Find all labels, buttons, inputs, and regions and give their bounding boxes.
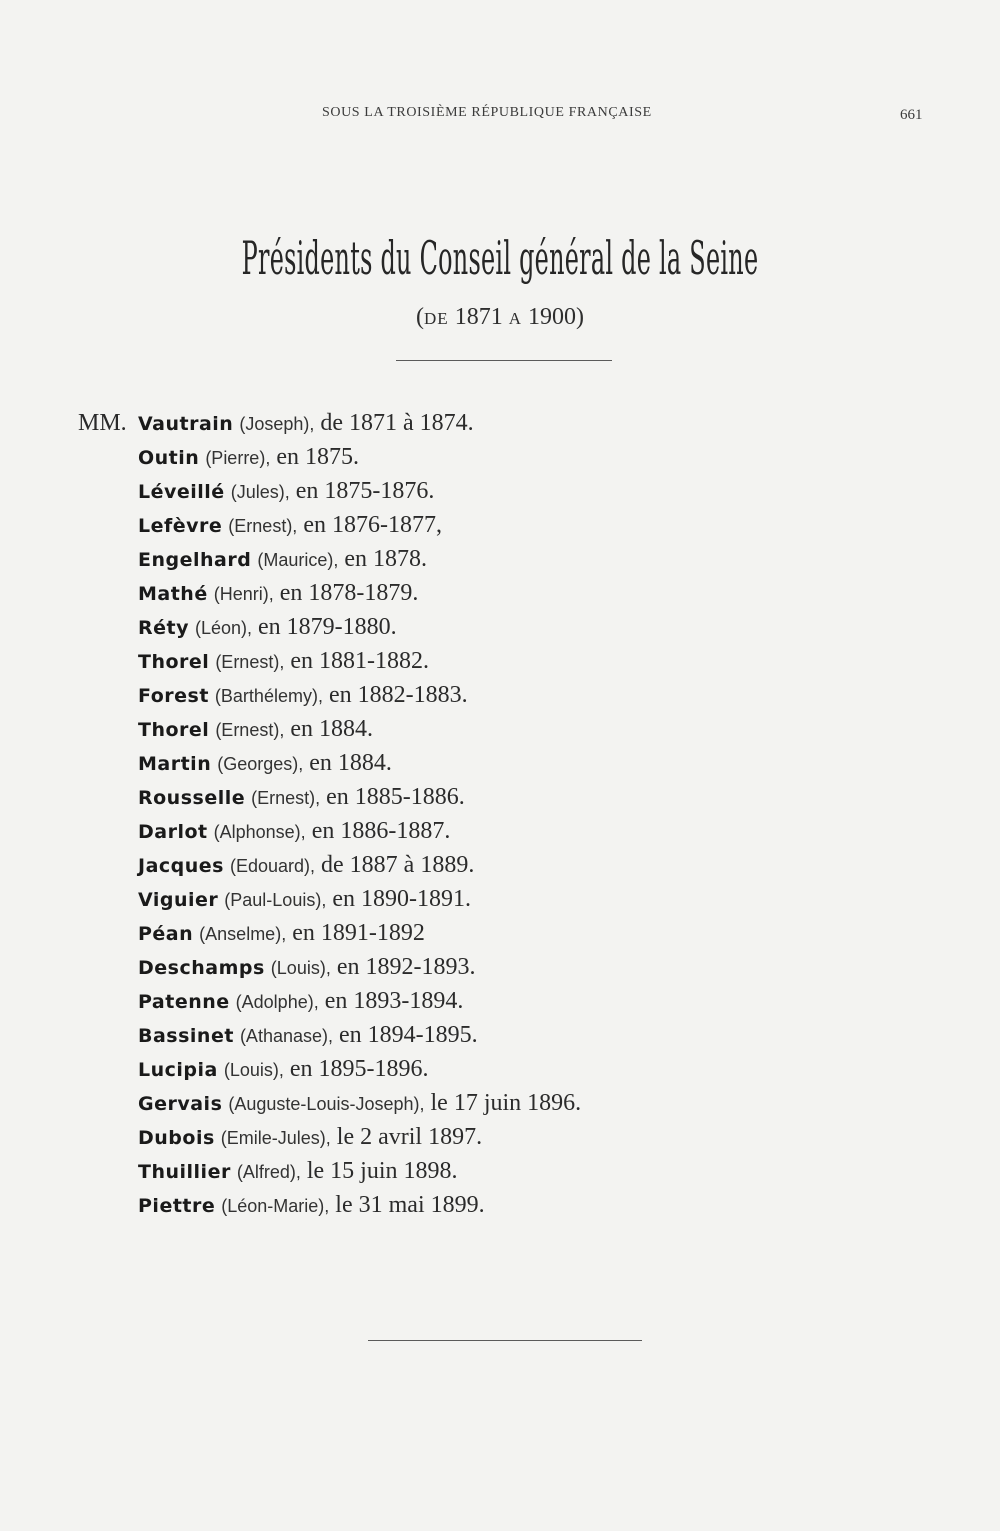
president-given-name: (Ernest), — [215, 720, 285, 740]
president-surname: Darlot — [138, 821, 208, 843]
bottom-divider — [368, 1340, 642, 1341]
term-dates: en 1885-1886. — [326, 784, 465, 810]
term-dates: de 1871 à 1874. — [320, 410, 474, 436]
president-given-name: (Maurice), — [257, 550, 339, 570]
term-dates: en 1879-1880. — [258, 614, 397, 640]
president-given-name: (Louis), — [270, 958, 331, 978]
subtitle-start-year: 1871 — [454, 304, 503, 330]
list-item — [138, 916, 581, 950]
president-surname: Lefèvre — [138, 515, 223, 537]
president-given-name: (Anselme), — [199, 924, 287, 944]
list-item — [138, 542, 581, 576]
president-surname: Vautrain — [138, 413, 234, 435]
list-item — [138, 712, 581, 746]
president-given-name: (Alphonse), — [213, 822, 306, 842]
term-dates: en 1875-1876. — [295, 478, 435, 504]
list-item — [138, 1086, 581, 1120]
term-dates: en 1894-1895. — [339, 1022, 478, 1048]
list-item — [138, 610, 581, 644]
list-item — [138, 780, 581, 814]
president-surname: Outin — [138, 447, 200, 469]
list-item — [138, 678, 581, 712]
term-dates: en 1884. — [309, 750, 392, 776]
term-dates: en 1878-1879. — [279, 580, 419, 606]
president-given-name: (Adolphe), — [235, 992, 319, 1012]
president-given-name: (Ernest), — [251, 788, 321, 808]
president-given-name: (Edouard), — [229, 856, 316, 876]
term-dates: le 17 juin 1896. — [430, 1090, 582, 1116]
president-given-name: (Georges), — [217, 754, 304, 774]
subtitle-de: DE — [424, 309, 449, 328]
subtitle-open-paren: ( — [416, 304, 425, 330]
president-given-name: (Léon), — [194, 618, 253, 638]
president-surname: Deschamps — [138, 957, 265, 979]
president-surname: Engelhard — [138, 549, 252, 571]
president-given-name: (Léon-Marie), — [221, 1196, 330, 1216]
term-dates: en 1884. — [290, 716, 373, 742]
president-surname: Péan — [138, 923, 194, 945]
term-dates: en 1878. — [344, 546, 427, 572]
term-dates: en 1886-1887. — [311, 818, 451, 844]
president-surname: Thorel — [138, 651, 210, 673]
term-dates: en 1892-1893. — [336, 954, 476, 980]
president-given-name: (Athanase), — [239, 1026, 333, 1046]
term-dates: de 1887 à 1889. — [321, 852, 475, 878]
term-dates: le 15 juin 1898. — [306, 1158, 458, 1184]
president-surname: Martin — [138, 753, 212, 775]
president-given-name: (Paul-Louis), — [224, 890, 327, 910]
term-dates: le 2 avril 1897. — [336, 1124, 483, 1150]
president-given-name: (Ernest), — [228, 516, 298, 536]
president-given-name: (Barthélemy), — [214, 686, 323, 706]
president-surname: Dubois — [138, 1127, 215, 1149]
term-dates: en 1876-1877, — [303, 512, 442, 538]
list-item — [138, 1052, 581, 1086]
list-item — [138, 882, 581, 916]
president-surname: Jacques — [138, 855, 224, 877]
list-item — [138, 1154, 581, 1188]
page-subtitle — [0, 304, 1000, 331]
president-surname: Rousselle — [138, 787, 246, 809]
president-given-name: (Ernest), — [215, 652, 285, 672]
term-dates: en 1895-1896. — [289, 1056, 429, 1082]
list-item — [138, 644, 581, 678]
top-divider — [396, 360, 612, 361]
list-item — [138, 1120, 581, 1154]
term-dates: en 1890-1891. — [332, 886, 471, 912]
president-given-name: (Louis), — [223, 1060, 284, 1080]
term-dates: en 1893-1894. — [324, 988, 464, 1014]
list-prefix: MM. — [78, 410, 127, 436]
list-item — [138, 984, 581, 1018]
list-item — [138, 814, 581, 848]
term-dates: le 31 mai 1899. — [335, 1192, 485, 1218]
president-given-name: (Joseph), — [239, 414, 315, 434]
president-given-name: (Jules), — [230, 482, 290, 502]
president-surname: Thorel — [138, 719, 210, 741]
president-surname: Lucipia — [138, 1059, 218, 1081]
list-item — [138, 440, 581, 474]
president-surname: Forest — [138, 685, 209, 707]
president-surname: Réty — [138, 617, 189, 639]
president-surname: Mathé — [138, 583, 208, 605]
list-item — [138, 508, 581, 542]
president-given-name: (Alfred), — [236, 1162, 301, 1182]
term-dates: en 1881-1882. — [290, 648, 429, 674]
president-surname: Piettre — [138, 1195, 216, 1217]
page-number: 661 — [900, 107, 923, 123]
list-item — [138, 474, 581, 508]
term-dates: en 1875. — [276, 444, 359, 470]
subtitle-a: A — [508, 309, 522, 328]
subtitle-close-paren: ) — [575, 304, 584, 330]
president-surname: Bassinet — [138, 1025, 234, 1047]
term-dates: en 1891-1892 — [292, 920, 425, 946]
list-item — [138, 746, 581, 780]
presidents-list — [138, 406, 581, 1222]
president-surname: Viguier — [138, 889, 219, 911]
term-dates: en 1882-1883. — [328, 682, 468, 708]
list-item — [138, 1188, 581, 1222]
president-given-name: (Pierre), — [205, 448, 271, 468]
president-given-name: (Emile-Jules), — [220, 1128, 331, 1148]
president-given-name: (Auguste-Louis-Joseph), — [228, 1094, 425, 1114]
list-item — [138, 406, 581, 440]
list-item — [138, 848, 581, 882]
president-given-name: (Henri), — [213, 584, 274, 604]
list-item — [138, 1018, 581, 1052]
list-item — [138, 576, 581, 610]
page-title: Présidents du Conseil général de la Seine — [241, 231, 759, 285]
president-surname: Léveillé — [138, 481, 225, 503]
president-surname: Gervais — [138, 1093, 223, 1115]
president-surname: Thuillier — [138, 1161, 231, 1183]
subtitle-end-year: 1900 — [527, 304, 576, 330]
list-item — [138, 950, 581, 984]
running-header: SOUS LA TROISIÈME RÉPUBLIQUE FRANÇAISE — [322, 105, 652, 120]
president-surname: Patenne — [138, 991, 230, 1013]
